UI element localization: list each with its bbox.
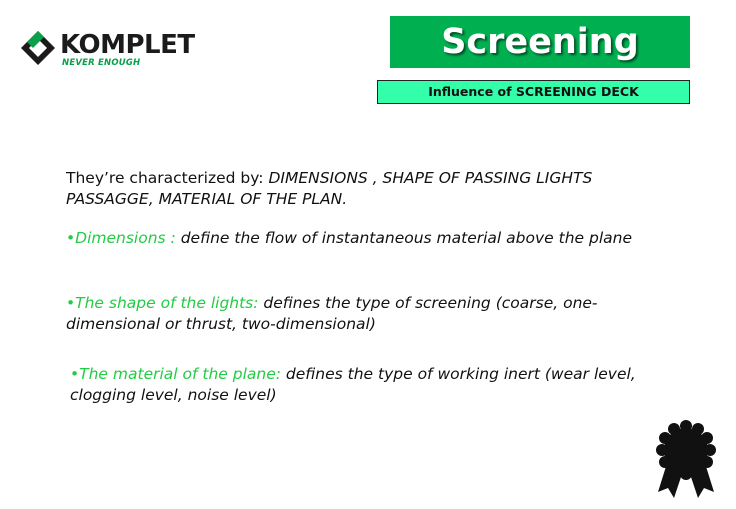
- komplet-logo: [20, 30, 220, 70]
- bullet-label: •The material of the plane:: [70, 365, 286, 383]
- bullet-dimensions: [66, 228, 666, 249]
- intro-prefix: They’re characterized by:: [66, 169, 269, 187]
- bullet-shape-of-lights: [66, 293, 666, 335]
- bullet-label: •The shape of the lights:: [66, 294, 264, 312]
- logo-wordmark: KOMPLET: [60, 30, 195, 60]
- bullet-text: defines the type of working inert (wear level, clogging level, noise level): [70, 365, 636, 404]
- bullet-material-of-plane: [70, 364, 670, 406]
- intro-items: DIMENSIONS , SHAPE OF PASSING LIGHTS PASSAGGE, MATERIAL OF THE PLAN.: [66, 169, 593, 208]
- intro-paragraph: [66, 168, 666, 210]
- slide-subtitle: Influence of SCREENING DECK: [377, 80, 690, 104]
- bullet-text: defines the type of screening (coarse, one-dimensional or thrust, two-dimensional): [66, 294, 598, 333]
- award-badge-icon: [654, 420, 718, 500]
- bullet-label: •Dimensions :: [66, 229, 181, 247]
- bullet-text: define the flow of instantaneous material above the plane: [180, 229, 632, 247]
- logo-tagline: NEVER ENOUGH: [62, 58, 141, 68]
- slide-title: Screening: [390, 16, 690, 68]
- komplet-logo-icon: [20, 30, 56, 66]
